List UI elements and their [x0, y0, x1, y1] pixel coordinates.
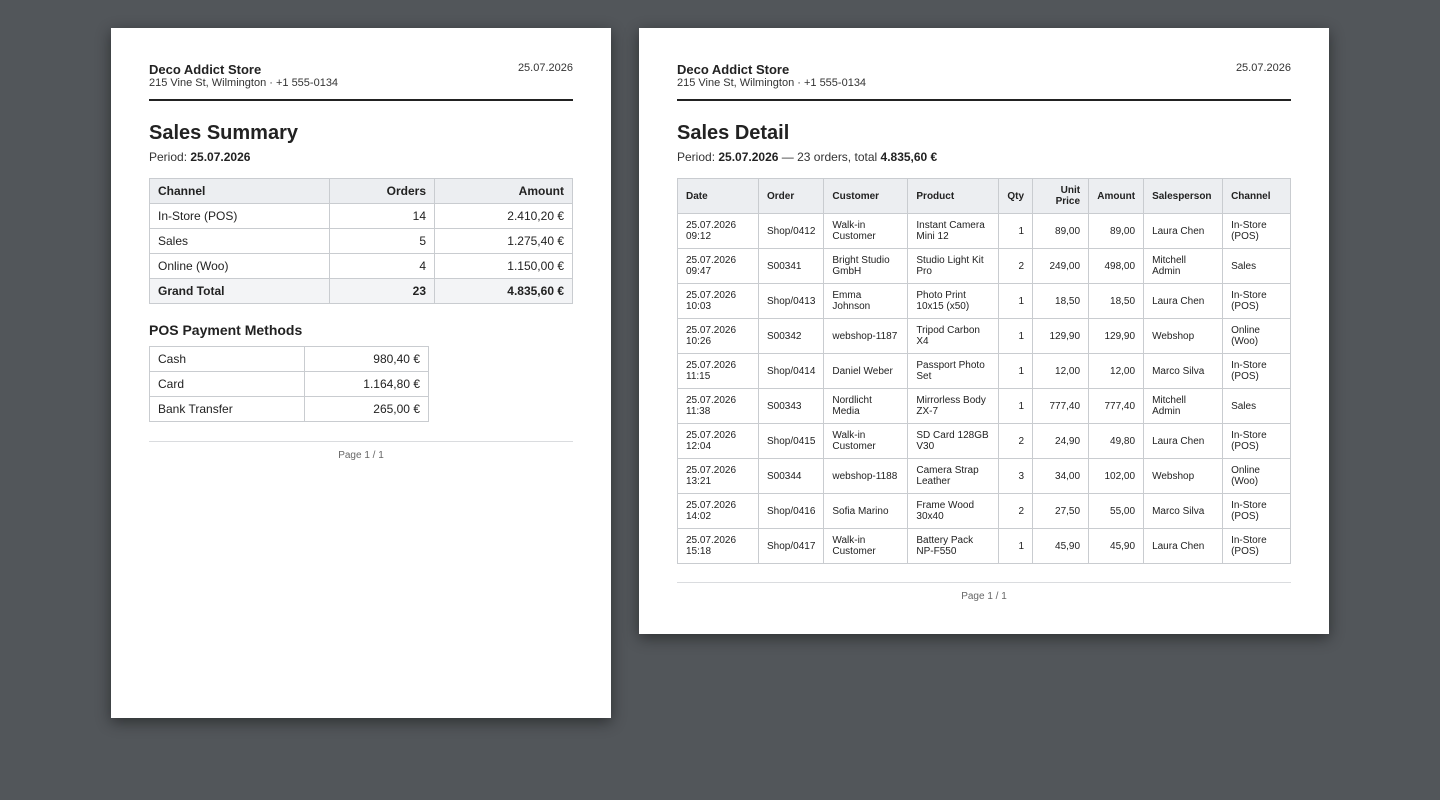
customer-cell: Emma Johnson: [824, 284, 908, 319]
orders-cell: 5: [330, 229, 435, 254]
company-address: 215 Vine St, Wilmington · +1 555-0134: [677, 77, 867, 89]
table-row: [678, 284, 1291, 319]
grand-total-amount: 4.835,60 €: [435, 279, 573, 304]
order-cell: S00341: [759, 249, 824, 284]
channel-cell: In-Store (POS): [150, 204, 330, 229]
amount-cell: 12,00: [1089, 354, 1144, 389]
order-cell: Shop/0414: [759, 354, 824, 389]
order-cell: Shop/0417: [759, 529, 824, 564]
customer-cell: webshop-1188: [824, 459, 908, 494]
qty-cell: 1: [999, 214, 1033, 249]
qty-cell: 3: [999, 459, 1033, 494]
payment-method-cell: Bank Transfer: [150, 397, 305, 422]
report-title: Sales Detail: [677, 122, 790, 144]
column-header-order: Order: [759, 179, 824, 214]
salesperson-cell: Laura Chen: [1144, 214, 1223, 249]
amount-cell: 18,50: [1089, 284, 1144, 319]
product-cell: Passport Photo Set: [908, 354, 999, 389]
amount-cell: 102,00: [1089, 459, 1144, 494]
qty-cell: 1: [999, 284, 1033, 319]
date-cell: 25.07.2026 15:18: [678, 529, 759, 564]
qty-cell: 1: [999, 354, 1033, 389]
table-header-row: [678, 179, 1291, 214]
column-header-salesperson: Salesperson: [1144, 179, 1223, 214]
channel-cell: Sales: [150, 229, 330, 254]
table-row: [678, 354, 1291, 389]
customer-cell: Daniel Weber: [824, 354, 908, 389]
product-cell: Photo Print 10x15 (x50): [908, 284, 999, 319]
table-row: [678, 319, 1291, 354]
order-cell: S00344: [759, 459, 824, 494]
channel-cell: In-Store (POS): [1223, 214, 1291, 249]
payment-method-cell: Cash: [150, 347, 305, 372]
grand-total-row: [150, 279, 573, 304]
period-summary: — 23 orders, total: [781, 150, 878, 164]
channel-cell: In-Store (POS): [1223, 284, 1291, 319]
column-header-customer: Customer: [824, 179, 908, 214]
company-name: Deco Addict Store: [149, 62, 262, 77]
salesperson-cell: Laura Chen: [1144, 424, 1223, 459]
date-cell: 25.07.2026 12:04: [678, 424, 759, 459]
amount-cell: 777,40: [1089, 389, 1144, 424]
amount-cell: 498,00: [1089, 249, 1144, 284]
column-header-channel: Channel: [1223, 179, 1291, 214]
unit-price-cell: 27,50: [1033, 494, 1089, 529]
channel-cell: Online (Woo): [150, 254, 330, 279]
date-cell: 25.07.2026 10:26: [678, 319, 759, 354]
salesperson-cell: Webshop: [1144, 459, 1223, 494]
order-cell: S00343: [759, 389, 824, 424]
payments-section-title: POS Payment Methods: [149, 322, 303, 338]
date-cell: 25.07.2026 10:03: [678, 284, 759, 319]
amount-cell: 89,00: [1089, 214, 1144, 249]
table-row: [678, 389, 1291, 424]
channel-summary-table: [149, 178, 573, 304]
table-row: [678, 494, 1291, 529]
date-cell: 25.07.2026 09:12: [678, 214, 759, 249]
grand-total-label: Grand Total: [150, 279, 330, 304]
report-period: [677, 150, 1291, 164]
table-header-row: [150, 179, 573, 204]
amount-cell: 1.275,40 €: [435, 229, 573, 254]
sales-detail-rows: [678, 214, 1291, 564]
page-footer: Page 1 / 1: [149, 441, 573, 461]
channel-cell: Sales: [1223, 249, 1291, 284]
payment-methods-table: [149, 346, 429, 422]
channel-cell: Sales: [1223, 389, 1291, 424]
unit-price-cell: 249,00: [1033, 249, 1089, 284]
payment-method-cell: Card: [150, 372, 305, 397]
period-value: 25.07.2026: [190, 150, 251, 164]
qty-cell: 1: [999, 529, 1033, 564]
column-header-unit-price: Unit Price: [1033, 179, 1089, 214]
amount-cell: 2.410,20 €: [435, 204, 573, 229]
column-header-qty: Qty: [999, 179, 1033, 214]
channel-cell: Online (Woo): [1223, 459, 1291, 494]
report-header: [149, 62, 573, 101]
report-date: 25.07.2026: [517, 62, 573, 74]
salesperson-cell: Marco Silva: [1144, 494, 1223, 529]
period-total: 4.835,60 €: [880, 150, 938, 164]
column-header-date: Date: [678, 179, 759, 214]
table-row: [150, 254, 573, 279]
date-cell: 25.07.2026 11:38: [678, 389, 759, 424]
table-row: [150, 229, 573, 254]
customer-cell: Bright Studio GmbH: [824, 249, 908, 284]
sales-summary-page: [111, 28, 611, 718]
unit-price-cell: 34,00: [1033, 459, 1089, 494]
amount-cell: 129,90: [1089, 319, 1144, 354]
order-cell: Shop/0412: [759, 214, 824, 249]
order-cell: S00342: [759, 319, 824, 354]
order-cell: Shop/0415: [759, 424, 824, 459]
table-row: [678, 214, 1291, 249]
report-date: 25.07.2026: [1235, 62, 1291, 74]
unit-price-cell: 45,90: [1033, 529, 1089, 564]
product-cell: Mirrorless Body ZX-7: [908, 389, 999, 424]
column-header-product: Product: [908, 179, 999, 214]
customer-cell: Nordlicht Media: [824, 389, 908, 424]
period-label: Period:: [677, 150, 716, 164]
orders-cell: 14: [330, 204, 435, 229]
unit-price-cell: 777,40: [1033, 389, 1089, 424]
customer-cell: Sofia Marino: [824, 494, 908, 529]
customer-cell: Walk-in Customer: [824, 529, 908, 564]
channel-cell: In-Store (POS): [1223, 354, 1291, 389]
salesperson-cell: Mitchell Admin: [1144, 249, 1223, 284]
column-header-amount: Amount: [435, 179, 573, 204]
table-row: [678, 424, 1291, 459]
period-label: Period:: [149, 150, 188, 164]
product-cell: Battery Pack NP-F550: [908, 529, 999, 564]
amount-cell: 45,90: [1089, 529, 1144, 564]
company-address: 215 Vine St, Wilmington · +1 555-0134: [149, 77, 339, 89]
amount-cell: 1.150,00 €: [435, 254, 573, 279]
order-cell: Shop/0413: [759, 284, 824, 319]
table-row: [150, 347, 429, 372]
qty-cell: 2: [999, 249, 1033, 284]
channel-cell: In-Store (POS): [1223, 424, 1291, 459]
table-row: [150, 204, 573, 229]
payment-amount-cell: 980,40 €: [305, 347, 429, 372]
report-title: Sales Summary: [149, 122, 298, 144]
company-name: Deco Addict Store: [677, 62, 790, 77]
table-row: [678, 459, 1291, 494]
orders-cell: 4: [330, 254, 435, 279]
salesperson-cell: Webshop: [1144, 319, 1223, 354]
column-header-channel: Channel: [150, 179, 330, 204]
product-cell: Frame Wood 30x40: [908, 494, 999, 529]
grand-total-orders: 23: [330, 279, 435, 304]
channel-cell: In-Store (POS): [1223, 494, 1291, 529]
payment-amount-cell: 265,00 €: [305, 397, 429, 422]
table-row: [150, 397, 429, 422]
period-value: 25.07.2026: [718, 150, 779, 164]
unit-price-cell: 24,90: [1033, 424, 1089, 459]
page-footer: Page 1 / 1: [677, 582, 1291, 602]
product-cell: Camera Strap Leather: [908, 459, 999, 494]
salesperson-cell: Mitchell Admin: [1144, 389, 1223, 424]
qty-cell: 2: [999, 424, 1033, 459]
unit-price-cell: 18,50: [1033, 284, 1089, 319]
report-header: [677, 62, 1291, 101]
order-cell: Shop/0416: [759, 494, 824, 529]
product-cell: Instant Camera Mini 12: [908, 214, 999, 249]
qty-cell: 1: [999, 389, 1033, 424]
date-cell: 25.07.2026 14:02: [678, 494, 759, 529]
column-header-orders: Orders: [330, 179, 435, 204]
unit-price-cell: 89,00: [1033, 214, 1089, 249]
product-cell: Tripod Carbon X4: [908, 319, 999, 354]
product-cell: Studio Light Kit Pro: [908, 249, 999, 284]
salesperson-cell: Laura Chen: [1144, 529, 1223, 564]
payment-amount-cell: 1.164,80 €: [305, 372, 429, 397]
unit-price-cell: 12,00: [1033, 354, 1089, 389]
salesperson-cell: Laura Chen: [1144, 284, 1223, 319]
date-cell: 25.07.2026 09:47: [678, 249, 759, 284]
amount-cell: 49,80: [1089, 424, 1144, 459]
customer-cell: Walk-in Customer: [824, 424, 908, 459]
qty-cell: 1: [999, 319, 1033, 354]
qty-cell: 2: [999, 494, 1033, 529]
channel-cell: Online (Woo): [1223, 319, 1291, 354]
customer-cell: webshop-1187: [824, 319, 908, 354]
table-row: [678, 529, 1291, 564]
report-period: [149, 150, 573, 164]
date-cell: 25.07.2026 13:21: [678, 459, 759, 494]
amount-cell: 55,00: [1089, 494, 1144, 529]
customer-cell: Walk-in Customer: [824, 214, 908, 249]
unit-price-cell: 129,90: [1033, 319, 1089, 354]
table-row: [678, 249, 1291, 284]
date-cell: 25.07.2026 11:15: [678, 354, 759, 389]
channel-cell: In-Store (POS): [1223, 529, 1291, 564]
salesperson-cell: Marco Silva: [1144, 354, 1223, 389]
table-row: [150, 372, 429, 397]
product-cell: SD Card 128GB V30: [908, 424, 999, 459]
sales-detail-table: [677, 178, 1291, 564]
column-header-amount: Amount: [1089, 179, 1144, 214]
sales-detail-page: [639, 28, 1329, 634]
